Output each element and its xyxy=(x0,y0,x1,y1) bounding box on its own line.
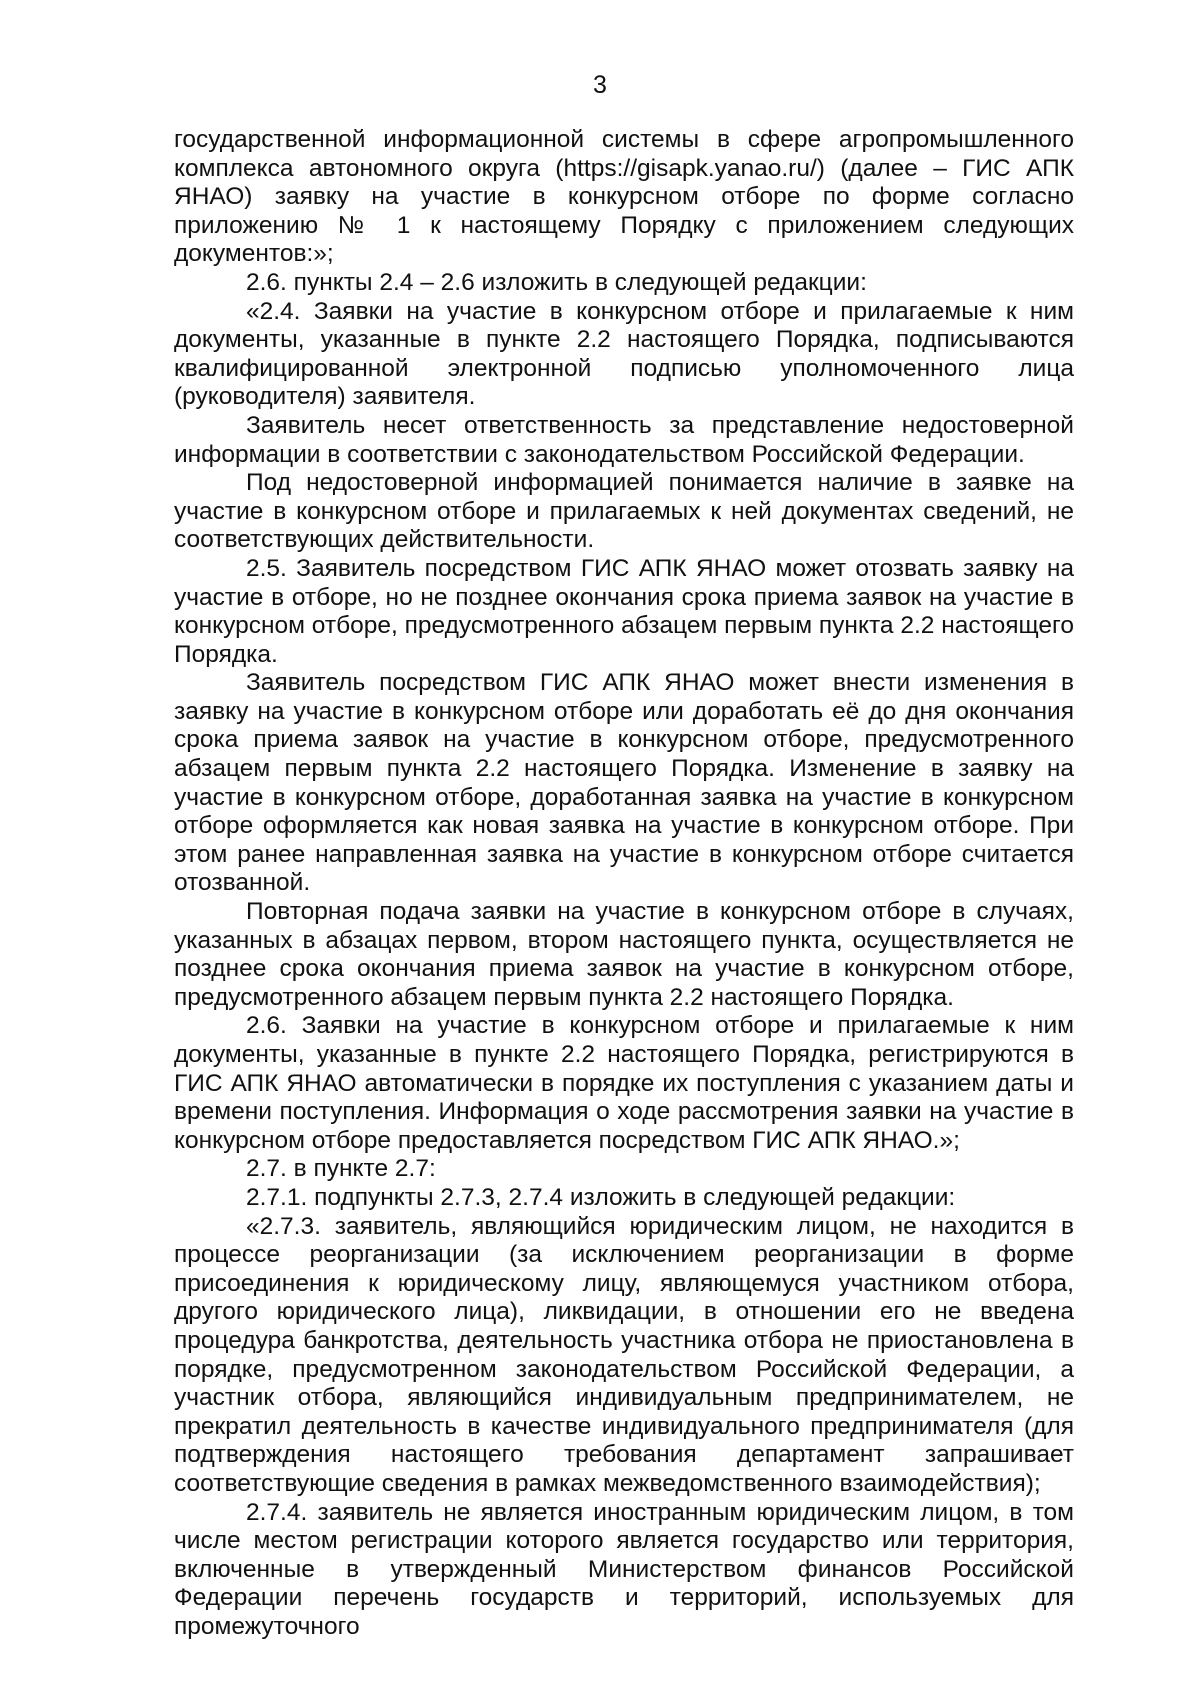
paragraph: 2.5. Заявитель посредством ГИС АПК ЯНАО может отозвать заявку на участие в отборе, но не позднее окончания срока приема заявок на участие в конкурсном отборе, предусмотренного абзацем первым пункта 2.2 настоящего Порядка. xyxy=(174,554,1074,668)
paragraph: «2.7.3. заявитель, являющийся юридическим лицом, не находится в процессе реорганизации (за исключением реорганизации в форме присоединения к юридическому лицу, являющемуся участником отбора, другого юридического лица), ликвидации, в отношении его не введена процедура банкротства, деятельность участника отбора не приостановлена в порядке, предусмотренном законодательством Российской Федерации, а участник отбора, являющийся индивидуальным предпринимателем, не прекратил деятельность в качестве индивидуального предпринимателя (для подтверждения настоящего требования департамент запрашивает соответствующие сведения в рамках межведомственного взаимодействия); xyxy=(174,1212,1074,1497)
paragraph: государственной информационной системы в сфере агропромышленного комплекса автономного округа (https://gisapk.yanao.ru/) (далее – ГИС АПК ЯНАО) заявку на участие в конкурсном отборе по форме согласно приложению № 1 к настоящему Порядку с приложением следующих документов:»; xyxy=(174,126,1074,268)
paragraph: 2.6. Заявки на участие в конкурсном отборе и прилагаемые к ним документы, указанные в пункте 2.2 настоящего Порядка, регистрируются в ГИС АПК ЯНАО автоматически в порядке их поступления с указанием даты и времени поступления. Информация о ходе рассмотрения заявки на участие в конкурсном отборе предоставляется посредством ГИС АПК ЯНАО.»; xyxy=(174,1012,1074,1154)
paragraph: 2.6. пункты 2.4 – 2.6 изложить в следующей редакции: xyxy=(246,268,867,296)
paragraph: Заявитель несет ответственность за представление недостоверной информации в соответствии с законодательством Российской Федерации. xyxy=(174,411,1074,468)
paragraph: Повторная подача заявки на участие в конкурсном отборе в случаях, указанных в абзацах первом, втором настоящего пункта, осуществляется не позднее срока окончания приема заявок на участие в конкурсном отборе, предусмотренного абзацем первым пункта 2.2 настоящего Порядка. xyxy=(174,898,1074,1011)
paragraph: Заявитель посредством ГИС АПК ЯНАО может внести изменения в заявку на участие в конкурсном отборе или доработать её до дня окончания срока приема заявок на участие в конкурсном отборе, предусмотренного абзацем первым пункта 2.2 настоящего Порядка. Изменение в заявку на участие в конкурсном отборе, доработанная заявка на участие в конкурсном отборе оформляется как новая заявка на участие в конкурсном отборе. При этом ранее направленная заявка на участие в конкурсном отборе считается отозванной. xyxy=(174,669,1074,897)
document-body xyxy=(174,126,1074,1641)
paragraph: 2.7.1. подпункты 2.7.3, 2.7.4 изложить в следующей редакции: xyxy=(246,1183,956,1211)
paragraph: Под недостоверной информацией понимается наличие в заявке на участие в конкурсном отборе и прилагаемых к ней документах сведений, не соответствующих действительности. xyxy=(174,469,1074,554)
paragraph: «2.4. Заявки на участие в конкурсном отборе и прилагаемые к ним документы, указанные в пункте 2.2 настоящего Порядка, подписываются квалифицированной электронной подписью уполномоченного лица (руководителя) заявителя. xyxy=(174,297,1074,411)
page-number: 3 xyxy=(593,71,607,99)
paragraph: 2.7.4. заявитель не является иностранным юридическим лицом, в том числе местом регистрации которого является государство или территория, включенные в утвержденный Министерством финансов Российской Федерации перечень государств и территорий, используемых для промежуточного xyxy=(174,1498,1074,1640)
paragraph: 2.7. в пункте 2.7: xyxy=(246,1155,436,1183)
